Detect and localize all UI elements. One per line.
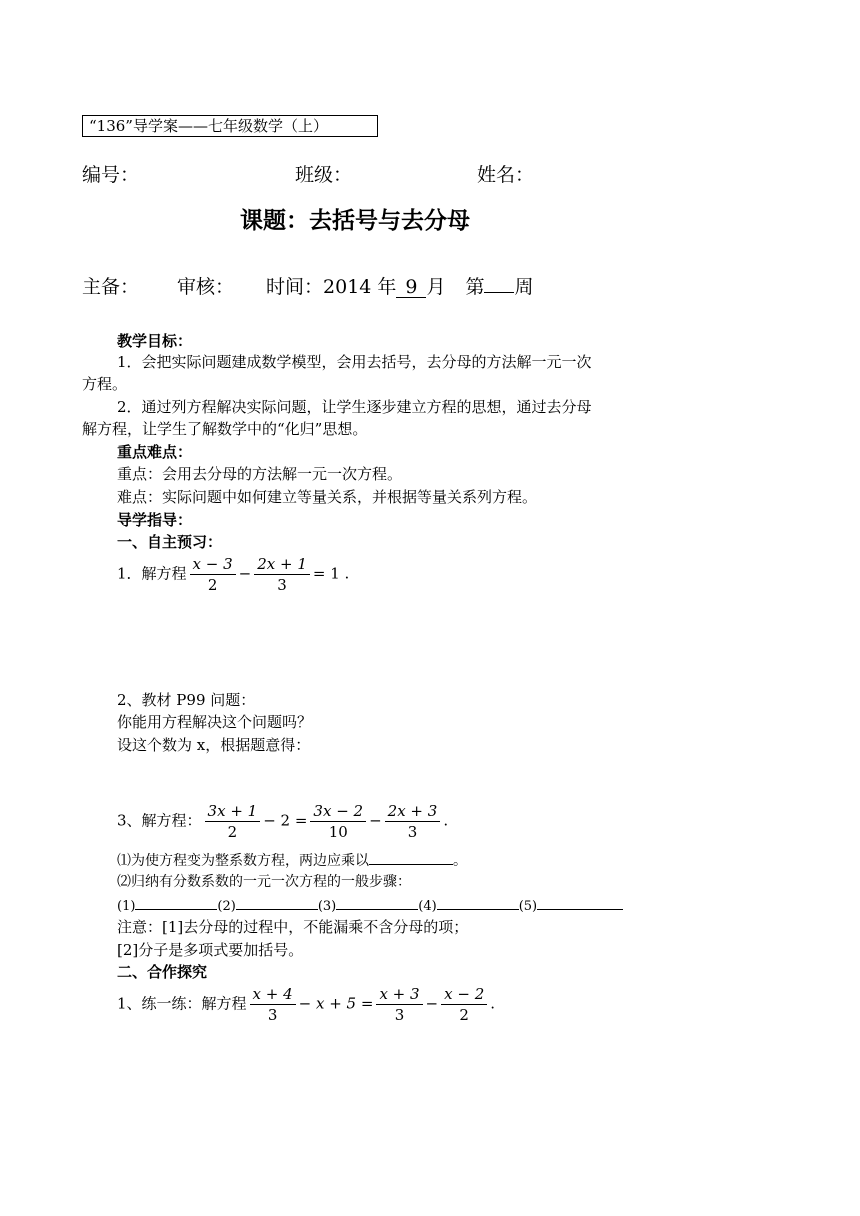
q1-fraction-1 [190, 554, 236, 595]
meta-row [82, 272, 533, 299]
step-2-label: (2) [217, 899, 236, 914]
s2-f2-denominator: 3 [394, 1006, 405, 1024]
guide-heading: 导学指导： [117, 511, 193, 529]
prepared-label: 主备： [82, 276, 140, 298]
question-2-line-3: 设这个数为 x，根据题意得： [117, 736, 311, 754]
objective-2-line-2: 解方程，让学生了解数学中的“化归”思想。 [82, 420, 368, 438]
question-2-line-1: 2、教材 P99 问题： [117, 691, 256, 709]
q3-mid: − 2 = [263, 811, 308, 830]
week-prefix: 第 [465, 276, 485, 298]
note-2: [2]分子是多项式要加括号。 [117, 941, 304, 959]
class-label: 班级： [295, 164, 353, 186]
q3-f3-numerator: 2x + 3 [385, 801, 441, 822]
objective-1-line-2: 方程。 [82, 375, 128, 393]
q3-f3-denominator: 3 [407, 823, 418, 841]
page-title: 课题：去括号与去分母 [240, 208, 470, 234]
q1-rhs: = 1 . [312, 564, 350, 583]
section-2-question-1 [117, 984, 495, 1025]
step-1-label: (1) [117, 899, 136, 914]
q1-f1-numerator: x − 3 [190, 554, 236, 575]
q3-fraction-3 [385, 801, 441, 842]
q3-fraction-1 [205, 801, 261, 842]
note-1: 注意：[1]去分母的过程中，不能漏乘不含分母的项； [117, 918, 469, 936]
question-3 [117, 801, 448, 842]
q3-fraction-2 [310, 801, 366, 842]
question-2-line-2: 你能用方程解决这个问题吗？ [117, 713, 313, 731]
difficult-point: 难点：实际问题中如何建立等量关系，并根据等量关系列方程。 [117, 488, 538, 506]
step-4-blank [437, 895, 519, 910]
s2-f1-numerator: x + 4 [250, 984, 296, 1005]
step-4-label: (4) [418, 899, 437, 914]
s2-f3-numerator: x − 2 [441, 984, 487, 1005]
q3-f1-numerator: 3x + 1 [205, 801, 261, 822]
s2-fraction-1 [250, 984, 296, 1025]
q1-minus: − [238, 564, 252, 583]
step-3-label: (3) [317, 899, 337, 914]
q3-sub-1-end: 。 [453, 853, 467, 869]
time-label: 时间：2014 年 [266, 276, 397, 298]
step-1-blank [135, 895, 217, 910]
name-label: 姓名： [477, 164, 535, 186]
q3-f2-numerator: 3x − 2 [310, 801, 366, 822]
keypoints-heading: 重点难点： [117, 443, 193, 461]
q1-f2-denominator: 3 [277, 576, 287, 594]
month-value: 9 [396, 277, 426, 298]
q3-minus: − [369, 811, 382, 830]
s2-fraction-3 [441, 984, 487, 1025]
objective-2-line-1: 2．通过列方程解决实际问题，让学生逐步建立方程的思想，通过去分母 [117, 398, 592, 416]
s2-end: . [490, 994, 496, 1013]
steps-row [117, 895, 623, 917]
number-label: 编号： [82, 164, 140, 186]
week-value [484, 292, 514, 293]
question-1 [117, 554, 349, 595]
step-2-blank [236, 895, 318, 910]
section-2-heading: 二、合作探究 [117, 963, 208, 981]
q1-f1-denominator: 2 [207, 576, 218, 594]
s2-f1-denominator: 3 [267, 1006, 278, 1024]
q3-prefix: 3、解方程： [117, 811, 202, 830]
week-unit: 周 [514, 276, 534, 298]
section-1-heading: 一、自主预习： [117, 533, 223, 551]
q1-prefix: 1．解方程 [117, 564, 187, 583]
series-label: “136”导学案——七年级数学（上） [82, 115, 378, 137]
objective-1-line-1: 1．会把实际问题建成数学模型，会用去括号，去分母的方法解一元一次 [117, 353, 592, 371]
s2-f2-numerator: x + 3 [376, 984, 422, 1005]
q3-sub-1-blank [369, 850, 453, 865]
s2-mid: − x + 5 = [298, 994, 374, 1013]
q3-sub-1-text: ⑴为使方程变为整系数方程，两边应乘以 [117, 853, 369, 869]
s2-prefix: 1、练一练：解方程 [117, 994, 247, 1013]
month-unit: 月 [426, 276, 446, 298]
step-3-blank [336, 895, 418, 910]
q1-fraction-2 [254, 554, 310, 595]
q3-sub-1 [117, 850, 467, 872]
reviewed-label: 审核： [177, 276, 235, 298]
objectives-heading: 教学目标： [117, 332, 193, 350]
s2-minus: − [425, 994, 439, 1013]
q3-f1-denominator: 2 [227, 823, 238, 841]
key-point: 重点：会用去分母的方法解一元一次方程。 [117, 465, 403, 483]
s2-f3-denominator: 2 [459, 1006, 469, 1024]
step-5-blank [537, 895, 623, 910]
q3-end: . [443, 811, 449, 830]
step-5-label: (5) [518, 899, 538, 914]
q3-sub-2: ⑵归纳有分数系数的一元一次方程的一般步骤： [117, 874, 411, 890]
q3-f2-denominator: 10 [328, 823, 348, 841]
s2-fraction-2 [376, 984, 422, 1025]
q1-f2-numerator: 2x + 1 [254, 554, 310, 575]
